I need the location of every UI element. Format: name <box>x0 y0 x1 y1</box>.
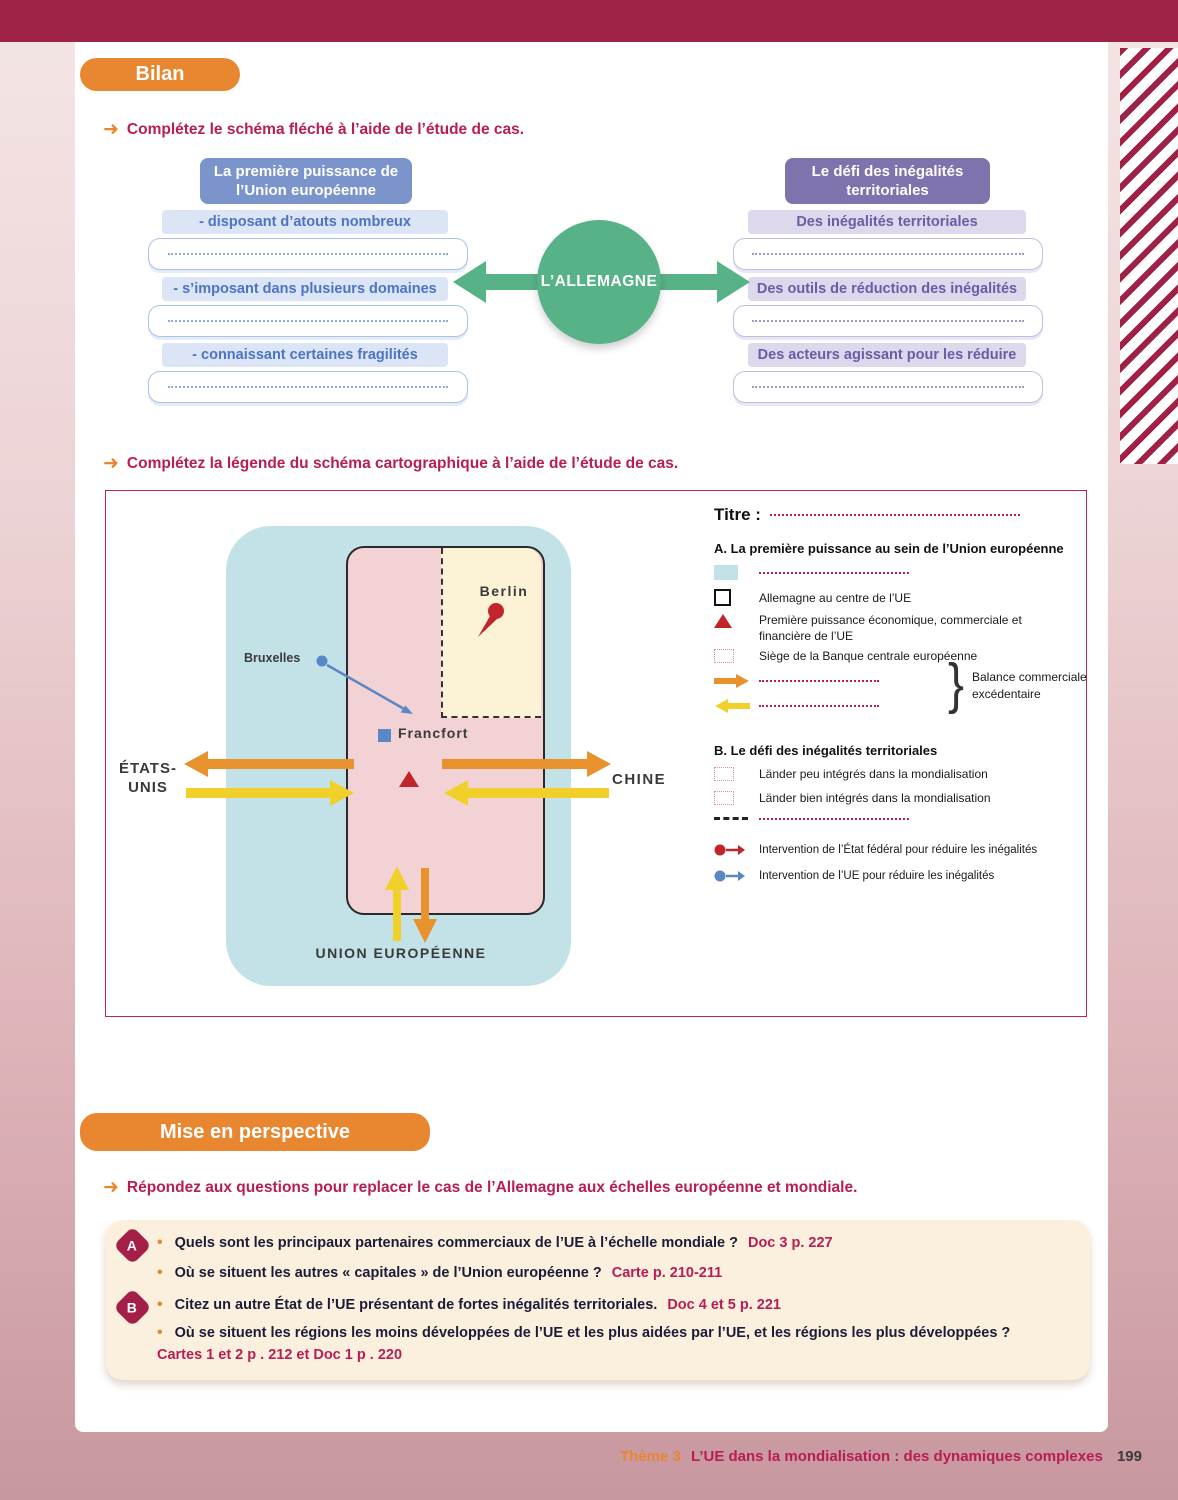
legend-row <box>714 698 879 714</box>
map-label-bruxelles: Bruxelles <box>244 651 301 665</box>
federal-intervention-icon <box>714 843 746 857</box>
green-arrow-right-icon <box>658 257 753 307</box>
question-ref: Carte p. 210-211 <box>611 1265 723 1281</box>
flow-left-fill-3 <box>148 371 468 403</box>
dotted-line <box>759 818 909 820</box>
top-bar <box>0 0 1178 42</box>
question-b2 <box>157 1324 1072 1363</box>
dotted-line <box>759 705 879 707</box>
legend-text: Länder bien intégrés dans la mondialisation <box>759 791 991 805</box>
map-label-etats-unis: ÉTATS-UNIS <box>119 760 177 796</box>
dotted-line <box>168 253 448 255</box>
trade-arrow-orange-south-icon <box>413 868 437 943</box>
bruxelles-arrow-icon <box>327 665 406 710</box>
mise-badge: Mise en perspective <box>80 1113 430 1151</box>
lander-swatch-icon <box>714 767 734 781</box>
instruction-1-text: Complétez le schéma fléché à l’aide de l’étude de cas. <box>126 120 525 138</box>
ecb-seat-swatch-icon <box>714 649 734 663</box>
flow-right-label-2: Des outils de réduction des inégalités <box>748 277 1026 301</box>
flow-right-fill-1 <box>733 238 1043 270</box>
badge-letter: B <box>127 1299 138 1316</box>
legend-row <box>714 589 911 606</box>
legend-brace-text <box>972 669 1132 703</box>
dotted-line <box>759 680 879 682</box>
legend-row <box>714 767 988 781</box>
allemagne-circle: L’ALLEMAGNE <box>537 220 661 344</box>
legend-text: Länder peu intégrés dans la mondialisation <box>759 767 988 781</box>
question-ref: Doc 3 p. 227 <box>747 1235 833 1251</box>
dotted-line <box>168 386 448 388</box>
flow-left-header: La première puissance de l’Union européenne <box>200 158 412 204</box>
stripes-decoration <box>1120 48 1178 464</box>
trade-arrow-orange-west-icon <box>184 751 354 777</box>
legend-text: excédentaire <box>972 686 1041 701</box>
flow-right-label-3: Des acteurs agissant pour les réduire <box>748 343 1026 367</box>
map-label-chine: CHINE <box>612 771 667 788</box>
legend-text: Intervention de l’État fédéral pour réduire les inégalités <box>759 844 1038 856</box>
lander-swatch-icon <box>714 791 734 805</box>
question-ref: Cartes 1 et 2 p . 212 et Doc 1 p . 220 <box>157 1347 403 1363</box>
question-a1 <box>157 1234 1072 1252</box>
germany-outline-icon <box>714 589 731 606</box>
question-text: Quels sont les principaux partenaires commerciaux de l’UE à l’échelle mondiale ? <box>174 1235 738 1251</box>
instruction-2 <box>103 452 678 475</box>
question-a2 <box>157 1264 1072 1282</box>
legend-title <box>714 505 1020 525</box>
flow-right-header: Le défi des inégalités territoriales <box>785 158 990 204</box>
question-badge-b <box>113 1288 151 1326</box>
legend-row <box>714 673 879 689</box>
dotted-line <box>752 253 1023 255</box>
arrow-icon <box>103 452 119 475</box>
red-triangle-icon <box>714 614 732 628</box>
dashed-line-icon <box>714 817 748 820</box>
dotted-line <box>752 386 1023 388</box>
francfort-square-icon <box>378 729 391 742</box>
bruxelles-dot-icon <box>317 656 328 667</box>
trade-arrow-orange-east-icon <box>442 751 611 777</box>
eu-area-swatch-icon <box>714 565 738 580</box>
flow-left-fill-2 <box>148 305 468 337</box>
legend-text: Allemagne au centre de l’UE <box>759 590 912 605</box>
flow-left-label-2: - s’imposant dans plusieurs domaines <box>162 277 448 301</box>
page-footer <box>620 1448 1142 1465</box>
dotted-line <box>752 320 1023 322</box>
legend-text: Intervention de l’UE pour réduire les inégalités <box>759 870 995 882</box>
page <box>75 42 1108 1432</box>
flow-left-label-3: - connaissant certaines fragilités <box>162 343 448 367</box>
footer-theme-label: Thème 3 <box>619 1448 681 1465</box>
instruction-3-text: Répondez aux questions pour replacer le cas de l’Allemagne aux échelles européenne et mondiale. <box>126 1178 858 1196</box>
dotted-line <box>770 514 1020 516</box>
trade-arrow-yellow-west-icon <box>186 780 354 806</box>
map-label-union-europeenne: UNION EUROPÉENNE <box>315 945 487 961</box>
question-text: Citez un autre État de l’UE présentant de fortes inégalités territoriales. <box>174 1297 658 1313</box>
eu-intervention-icon <box>714 869 746 883</box>
badge-letter: A <box>127 1237 138 1254</box>
footer-page-number: 199 <box>1116 1448 1142 1465</box>
legend-row <box>714 565 909 580</box>
map-label-francfort: Francfort <box>398 725 469 741</box>
dotted-line <box>759 572 909 574</box>
flow-left-label-1: - disposant d’atouts nombreux <box>162 210 448 234</box>
instruction-3 <box>103 1176 857 1199</box>
orange-arrow-icon <box>714 673 750 689</box>
legend-text: Première puissance économique, commerciale et financière de l’UE <box>759 613 1022 644</box>
brace-icon <box>948 657 964 712</box>
question-text: Où se situent les autres « capitales » de l’Union européenne ? <box>174 1265 602 1281</box>
footer-theme-title: L’UE dans la mondialisation : des dynamiques complexes <box>691 1448 1103 1465</box>
arrow-icon <box>103 118 119 141</box>
legend-row <box>714 869 994 883</box>
arrow-icon <box>103 1176 119 1199</box>
instruction-2-text: Complétez la légende du schéma cartographique à l’aide de l’étude de cas. <box>126 454 679 472</box>
flow-right-fill-2 <box>733 305 1043 337</box>
question-ref: Doc 4 et 5 p. 221 <box>667 1297 781 1313</box>
legend-title-label: Titre : <box>714 505 761 524</box>
legend-row <box>714 791 991 805</box>
legend-row <box>714 843 1037 857</box>
legend-text: Balance commerciale <box>972 670 1087 684</box>
question-text: Où se situent les régions les moins développées de l’UE et les plus aidées par l’UE, et les régions les plus développées ? <box>174 1325 1011 1341</box>
green-arrow-left-icon <box>450 257 545 307</box>
trade-arrow-yellow-south-icon <box>385 866 409 941</box>
flow-right-fill-3 <box>733 371 1043 403</box>
legend-row <box>714 649 977 663</box>
legend-section-a: A. La première puissance au sein de l’Union européenne <box>714 541 1064 556</box>
legend-row <box>714 612 1034 644</box>
trade-arrow-yellow-east-icon <box>444 780 609 806</box>
legend-text: Siège de la Banque centrale européenne <box>759 649 978 663</box>
dotted-line <box>168 320 448 322</box>
map-label-berlin: Berlin <box>479 583 529 599</box>
question-b1 <box>157 1296 1072 1314</box>
map-panel <box>105 490 1087 1017</box>
flow-right-label-1: Des inégalités territoriales <box>748 210 1026 234</box>
economic-power-triangle-icon <box>399 771 419 787</box>
question-badge-a <box>113 1226 151 1264</box>
yellow-arrow-icon <box>714 698 750 714</box>
legend-row <box>714 817 909 820</box>
bilan-badge: Bilan <box>80 58 240 91</box>
instruction-1 <box>103 118 524 141</box>
flow-left-fill-1 <box>148 238 468 270</box>
legend-section-b: B. Le défi des inégalités territoriales <box>714 743 938 758</box>
questions-box <box>105 1220 1090 1380</box>
